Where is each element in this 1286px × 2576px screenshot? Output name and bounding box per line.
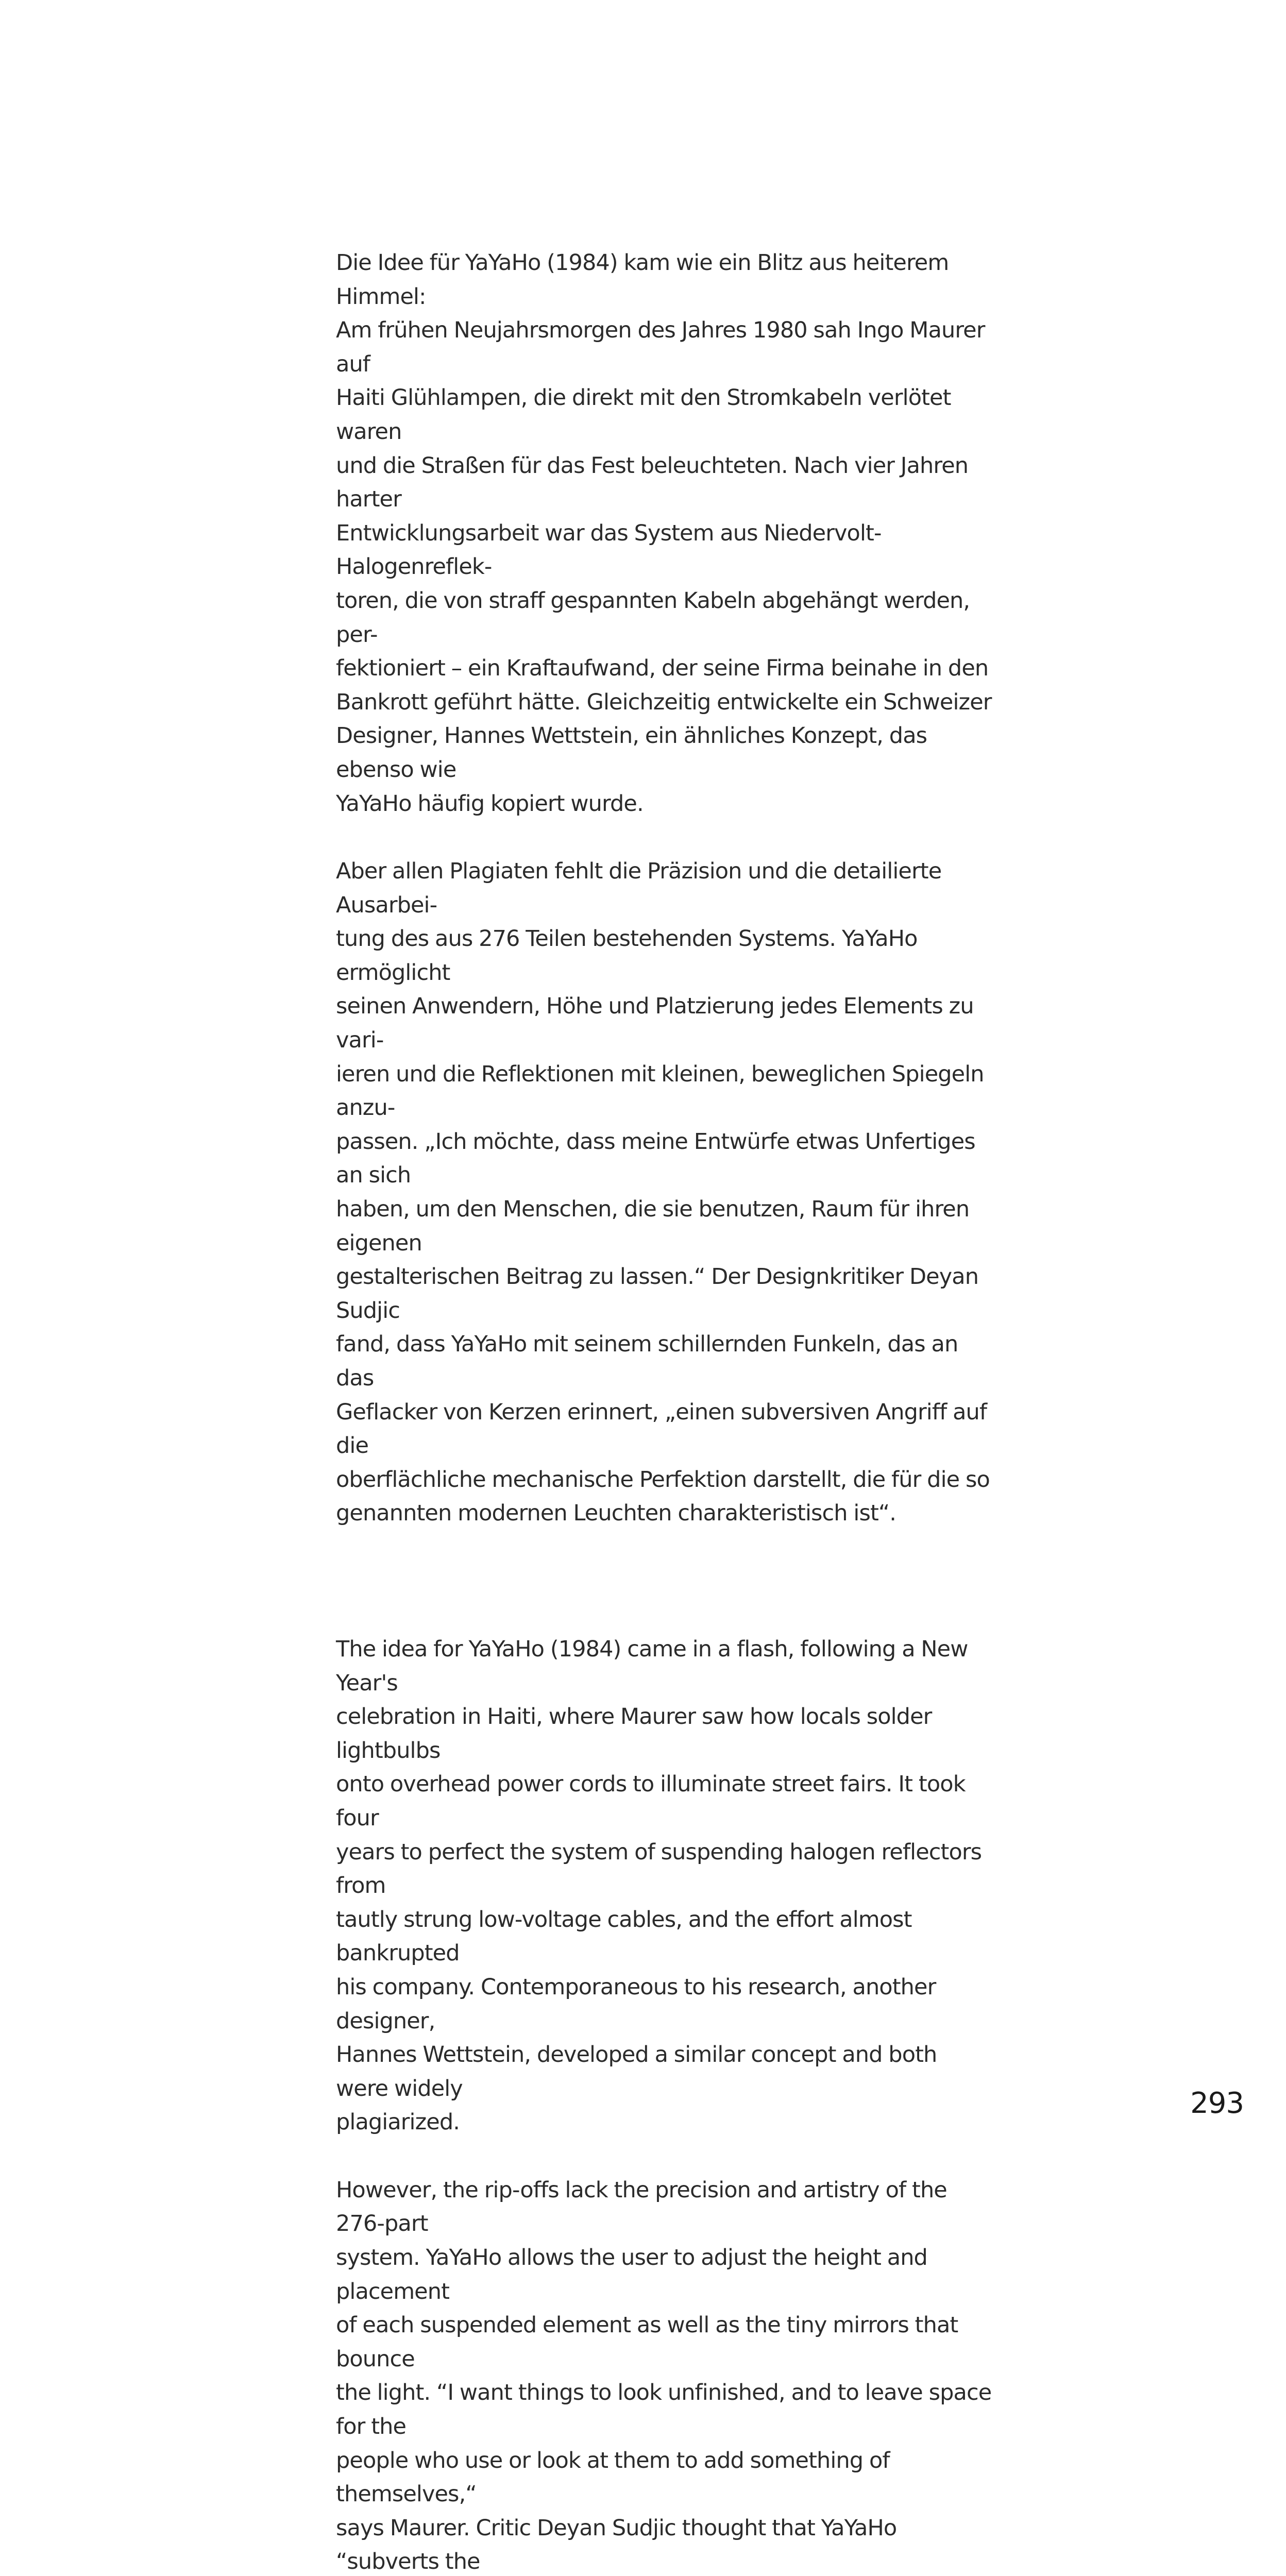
paragraph-spacer	[336, 821, 993, 855]
german-paragraph-1: Die Idee für YaYaHo (1984) kam wie ein Blitz aus heiterem Himmel: Am frühen Neujahrsmorgen des Jahres 1980 sah Ingo Maurer auf Haiti Glühlampen, die direkt mit den Stromkabeln verlötet waren und die Straßen für das Fest beleuchteten. Nach vier Jahren harter Entwicklungsarbeit war das System aus Niedervolt-Halogenreflek- toren, die von straff gespannten Kabeln abgehängt werden, per- fektioniert – ein Kraftaufwand, der seine Firma beinahe in den Bankrott geführt hätte. Gleichzeitig entwickelte ein Schweizer Designer, Hannes Wettstein, ein ähnliches Konzept, das ebenso wie YaYaHo häufig kopiert wurde.	[336, 250, 992, 817]
german-paragraph-2: Aber allen Plagiaten fehlt die Präzision und die detailierte Ausarbei- tung des aus 276 Teilen bestehenden Systems. YaYaHo ermöglicht seinen Anwendern, Höhe und Platzierung jedes Elements zu vari- ieren und die Reflektionen mit kleinen, beweglichen Spiegeln anzu- passen. „Ich möchte, dass meine Entwürfe etwas Unfertiges an sich haben, um den Menschen, die sie benutzen, Raum für ihren eigenen gestalterischen Beitrag zu lassen.“ Der Designkritiker Deyan Sudjic fand, dass YaYaHo mit seinem schillernden Funkeln, das an das Geflacker von Kerzen erinnert, „einen subversiven Angriff auf die oberflächliche mechanische Perfektion darstellt, die für die so genannten modernen Leuchten charakteristisch ist“.	[336, 858, 990, 1527]
paragraph-spacer	[336, 2140, 993, 2174]
german-section	[336, 246, 993, 1531]
article-body	[336, 246, 993, 2576]
english-paragraph-1: The idea for YaYaHo (1984) came in a flash, following a New Year's celebration in Haiti, where Maurer saw how locals solder lightbulbs onto overhead power cords to illuminate street fairs. It took four years to perfect the system of suspending halogen reflectors from tautly strung low-voltage cables, and the effort almost bankrupted his company. Contemporaneous to his research, another designer, Hannes Wettstein, developed a similar concept and both were widely plagiarized.	[336, 1636, 982, 2136]
english-section	[336, 1633, 993, 2576]
page-number: 293	[1190, 2087, 1244, 2120]
section-spacer	[336, 1531, 993, 1633]
english-paragraph-2: However, the rip-offs lack the precision and artistry of the 276-part system. YaYaHo allows the user to adjust the height and placement of each suspended element as well as the tiny mirrors that bounce the light. “I want things to look unfinished, and to leave space for the people who use or look at them to add something of themselves,“ says Maurer. Critic Deyan Sudjic thought that YaYaHo “subverts the	[336, 2177, 992, 2575]
